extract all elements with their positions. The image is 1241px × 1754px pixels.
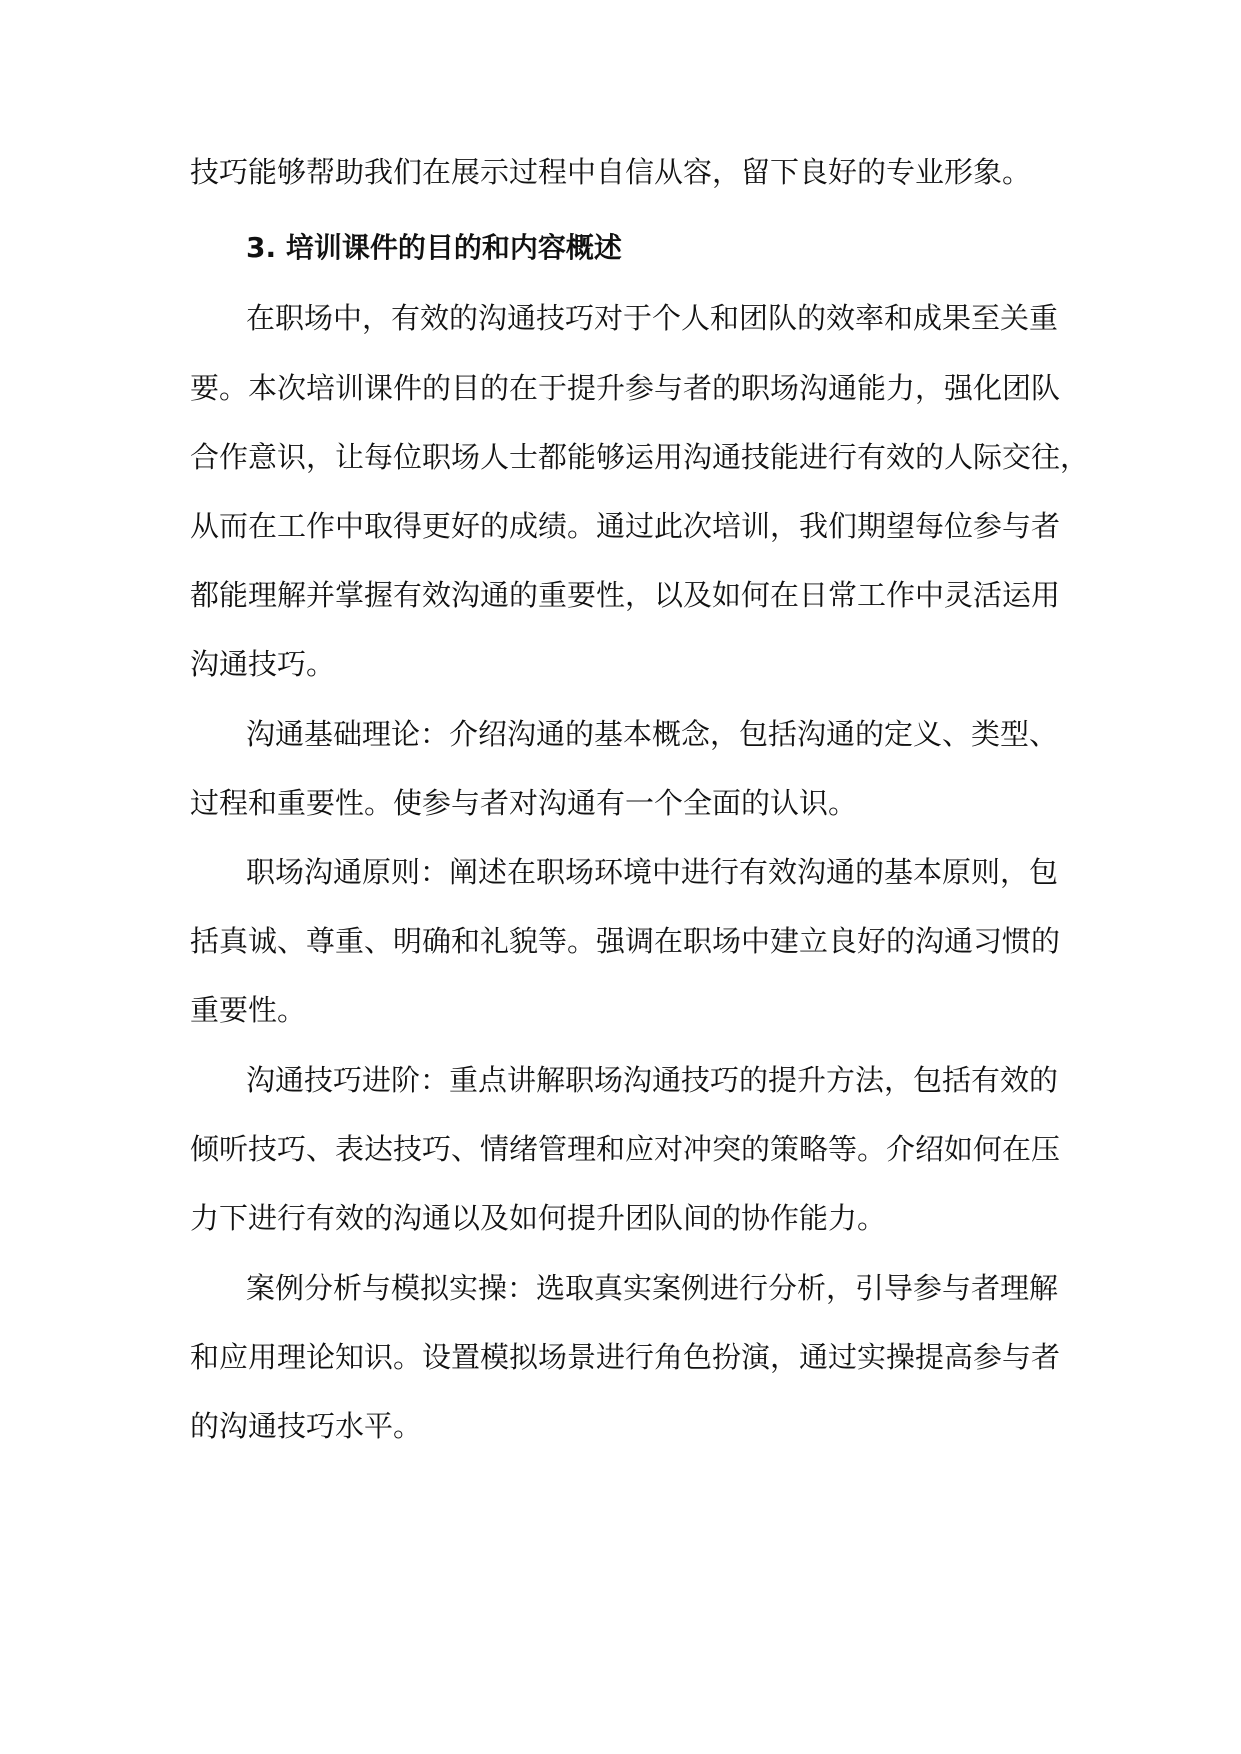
paragraph-line: 合作意识，让每位职场人士都能够运用沟通技能进行有效的人际交往， — [190, 440, 1090, 474]
paragraph-line: 和应用理论知识。设置模拟场景进行角色扮演，通过实操提高参与者 — [190, 1340, 1061, 1374]
paragraph-line: 力下进行有效的沟通以及如何提升团队间的协作能力。 — [190, 1201, 887, 1235]
section-heading: 3. 培训课件的目的和内容概述 — [246, 231, 622, 264]
paragraph-line: 沟通技巧。 — [190, 647, 336, 681]
paragraph-line: 从而在工作中取得更好的成绩。通过此次培训，我们期望每位参与者 — [190, 509, 1061, 543]
paragraph-line: 都能理解并掌握有效沟通的重要性，以及如何在日常工作中灵活运用 — [190, 578, 1061, 612]
paragraph-line: 括真诚、尊重、明确和礼貌等。强调在职场中建立良好的沟通习惯的 — [190, 924, 1061, 958]
paragraph-line: 案例分析与模拟实操：选取真实案例进行分析，引导参与者理解 — [246, 1271, 1059, 1305]
paragraph-line: 倾听技巧、表达技巧、情绪管理和应对冲突的策略等。介绍如何在压 — [190, 1132, 1061, 1166]
paragraph-line: 沟通基础理论：介绍沟通的基本概念，包括沟通的定义、类型、 — [246, 717, 1059, 751]
paragraph-line: 在职场中，有效的沟通技巧对于个人和团队的效率和成果至关重 — [246, 301, 1059, 335]
paragraph-line: 技巧能够帮助我们在展示过程中自信从容，留下良好的专业形象。 — [190, 155, 1032, 189]
paragraph-line: 要。本次培训课件的目的在于提升参与者的职场沟通能力，强化团队 — [190, 371, 1061, 405]
paragraph-line: 的沟通技巧水平。 — [190, 1409, 423, 1443]
paragraph-line: 过程和重要性。使参与者对沟通有一个全面的认识。 — [190, 786, 858, 820]
paragraph-line: 重要性。 — [190, 993, 307, 1027]
paragraph-line: 职场沟通原则：阐述在职场环境中进行有效沟通的基本原则，包 — [246, 855, 1059, 889]
paragraph-line: 沟通技巧进阶：重点讲解职场沟通技巧的提升方法，包括有效的 — [246, 1063, 1059, 1097]
